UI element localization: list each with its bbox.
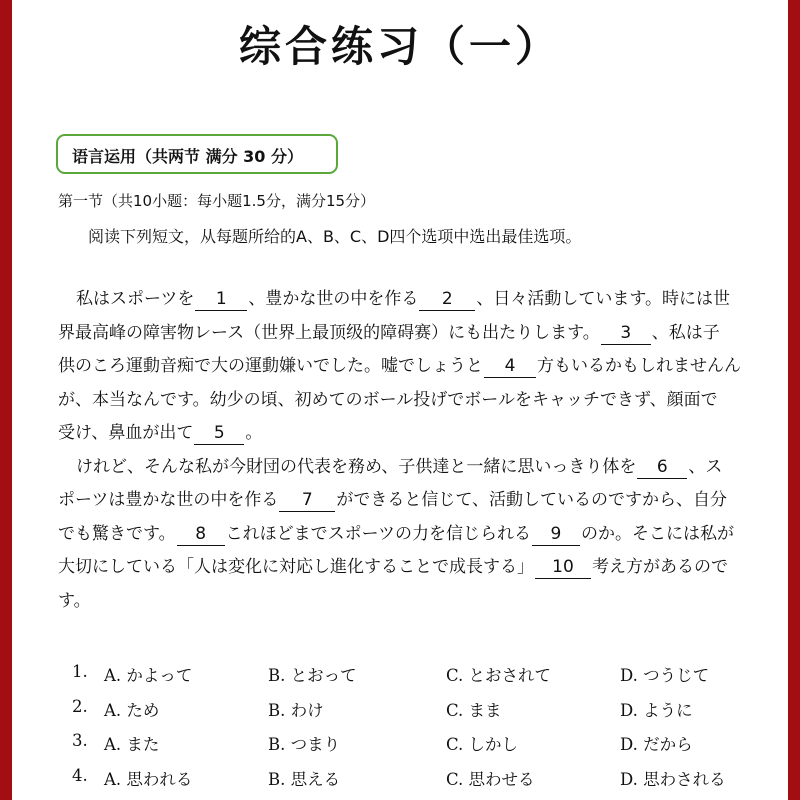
blank-6: 6 (637, 456, 687, 479)
option-row-2 (58, 697, 778, 732)
passage-text: 考え方があるので (592, 557, 728, 577)
option-a: A. かよって (104, 666, 193, 685)
option-b: B. わけ (268, 700, 324, 720)
passage-text: のか。そこには私が (580, 523, 734, 544)
blank-7: 7 (279, 489, 335, 512)
passage-line (58, 484, 788, 518)
question-number: 4. (72, 765, 88, 785)
option-row-3 (58, 731, 778, 766)
passage-text: 受け、鼻血が出て (58, 423, 194, 443)
section-sub-header: 第一节（共10小题：每小题1.5分，满分15分） (58, 192, 376, 210)
passage-text: 界最高峰の障害物レース（世界上最顶级的障碍赛）にも出たりします。 (58, 322, 600, 343)
option-row-4 (58, 766, 778, 800)
option-d: D. だから (620, 735, 693, 754)
option-d: D. ように (620, 700, 693, 720)
section-label-box (56, 134, 338, 174)
option-c: C. とおされて (446, 666, 552, 685)
passage-line (58, 283, 788, 317)
blank-2: 2 (419, 288, 475, 311)
option-row-1 (58, 662, 778, 697)
instruction-text: 阅读下列短文，从每题所给的A、B、C、D四个选项中选出最佳选项。 (88, 227, 582, 246)
passage-text: 供のころ運動音痴で大の運動嫌いでした。嘘でしょうと (58, 356, 483, 376)
passage-text: ポーツは豊かな世の中を作る (58, 490, 279, 510)
option-b: B. とおって (268, 666, 357, 685)
passage-line (58, 551, 788, 585)
option-c: C. まま (446, 700, 502, 720)
option-b: B. つまり (268, 735, 341, 754)
blank-10: 10 (535, 556, 591, 579)
passage-text: 私はスポーツを (76, 289, 195, 309)
passage-text: 、豊かな世の中を作る (248, 289, 419, 309)
passage-text: 、私は子 (651, 322, 720, 343)
question-number: 2. (72, 696, 88, 716)
option-c: C. しかし (446, 735, 519, 754)
blank-3: 3 (601, 322, 651, 345)
option-a: A. また (104, 735, 160, 754)
option-d: D. 思わされる (620, 769, 726, 789)
blank-1: 1 (195, 288, 247, 311)
page-title: 综合练习（一） (238, 22, 561, 71)
question-number: 1. (72, 662, 88, 681)
blank-4: 4 (484, 355, 536, 378)
passage-text: が、本当なんです。幼少の頃、初めてのボール投げでボールをキャッチできず、顔面で (58, 389, 718, 410)
document-page (12, 0, 788, 800)
passage-line (58, 585, 788, 619)
passage-line (58, 384, 788, 418)
option-d: D. つうじて (620, 666, 710, 685)
passage-text: ができると信じて、活動しているのですから、自分 (336, 490, 727, 510)
passage-line (58, 518, 788, 552)
option-c: C. 思わせる (446, 769, 535, 789)
passage-text: けれど、そんな私が今財団の代表を務め、子供達と一緒に思いっきり体を (76, 456, 637, 477)
passage-text: 。 (245, 423, 263, 443)
passage (58, 283, 788, 618)
passage-line (58, 350, 788, 384)
passage-text: でも驚きです。 (58, 523, 176, 544)
blank-5: 5 (194, 422, 244, 445)
answer-options (58, 662, 778, 800)
passage-text: 、ス (688, 456, 723, 477)
passage-line (58, 317, 788, 351)
passage-text: 、日々活動しています。時には世 (476, 289, 730, 309)
passage-text: す。 (58, 590, 91, 611)
blank-8: 8 (177, 523, 225, 546)
option-a: A. 思われる (104, 769, 193, 789)
passage-text: 大切にしている「人は変化に対応し進化することで成長する」 (58, 557, 534, 577)
option-a: A. ため (104, 700, 160, 720)
passage-line (58, 417, 788, 451)
blank-9: 9 (532, 523, 580, 546)
passage-text: 方もいるかもしれませんん (537, 356, 741, 376)
passage-text: これほどまでスポーツの力を信じられる (225, 523, 531, 544)
option-b: B. 思える (268, 769, 341, 789)
passage-line (58, 451, 788, 485)
section-label: 语言运用（共两节 满分 30 分） (72, 147, 303, 166)
question-number: 3. (72, 731, 88, 750)
